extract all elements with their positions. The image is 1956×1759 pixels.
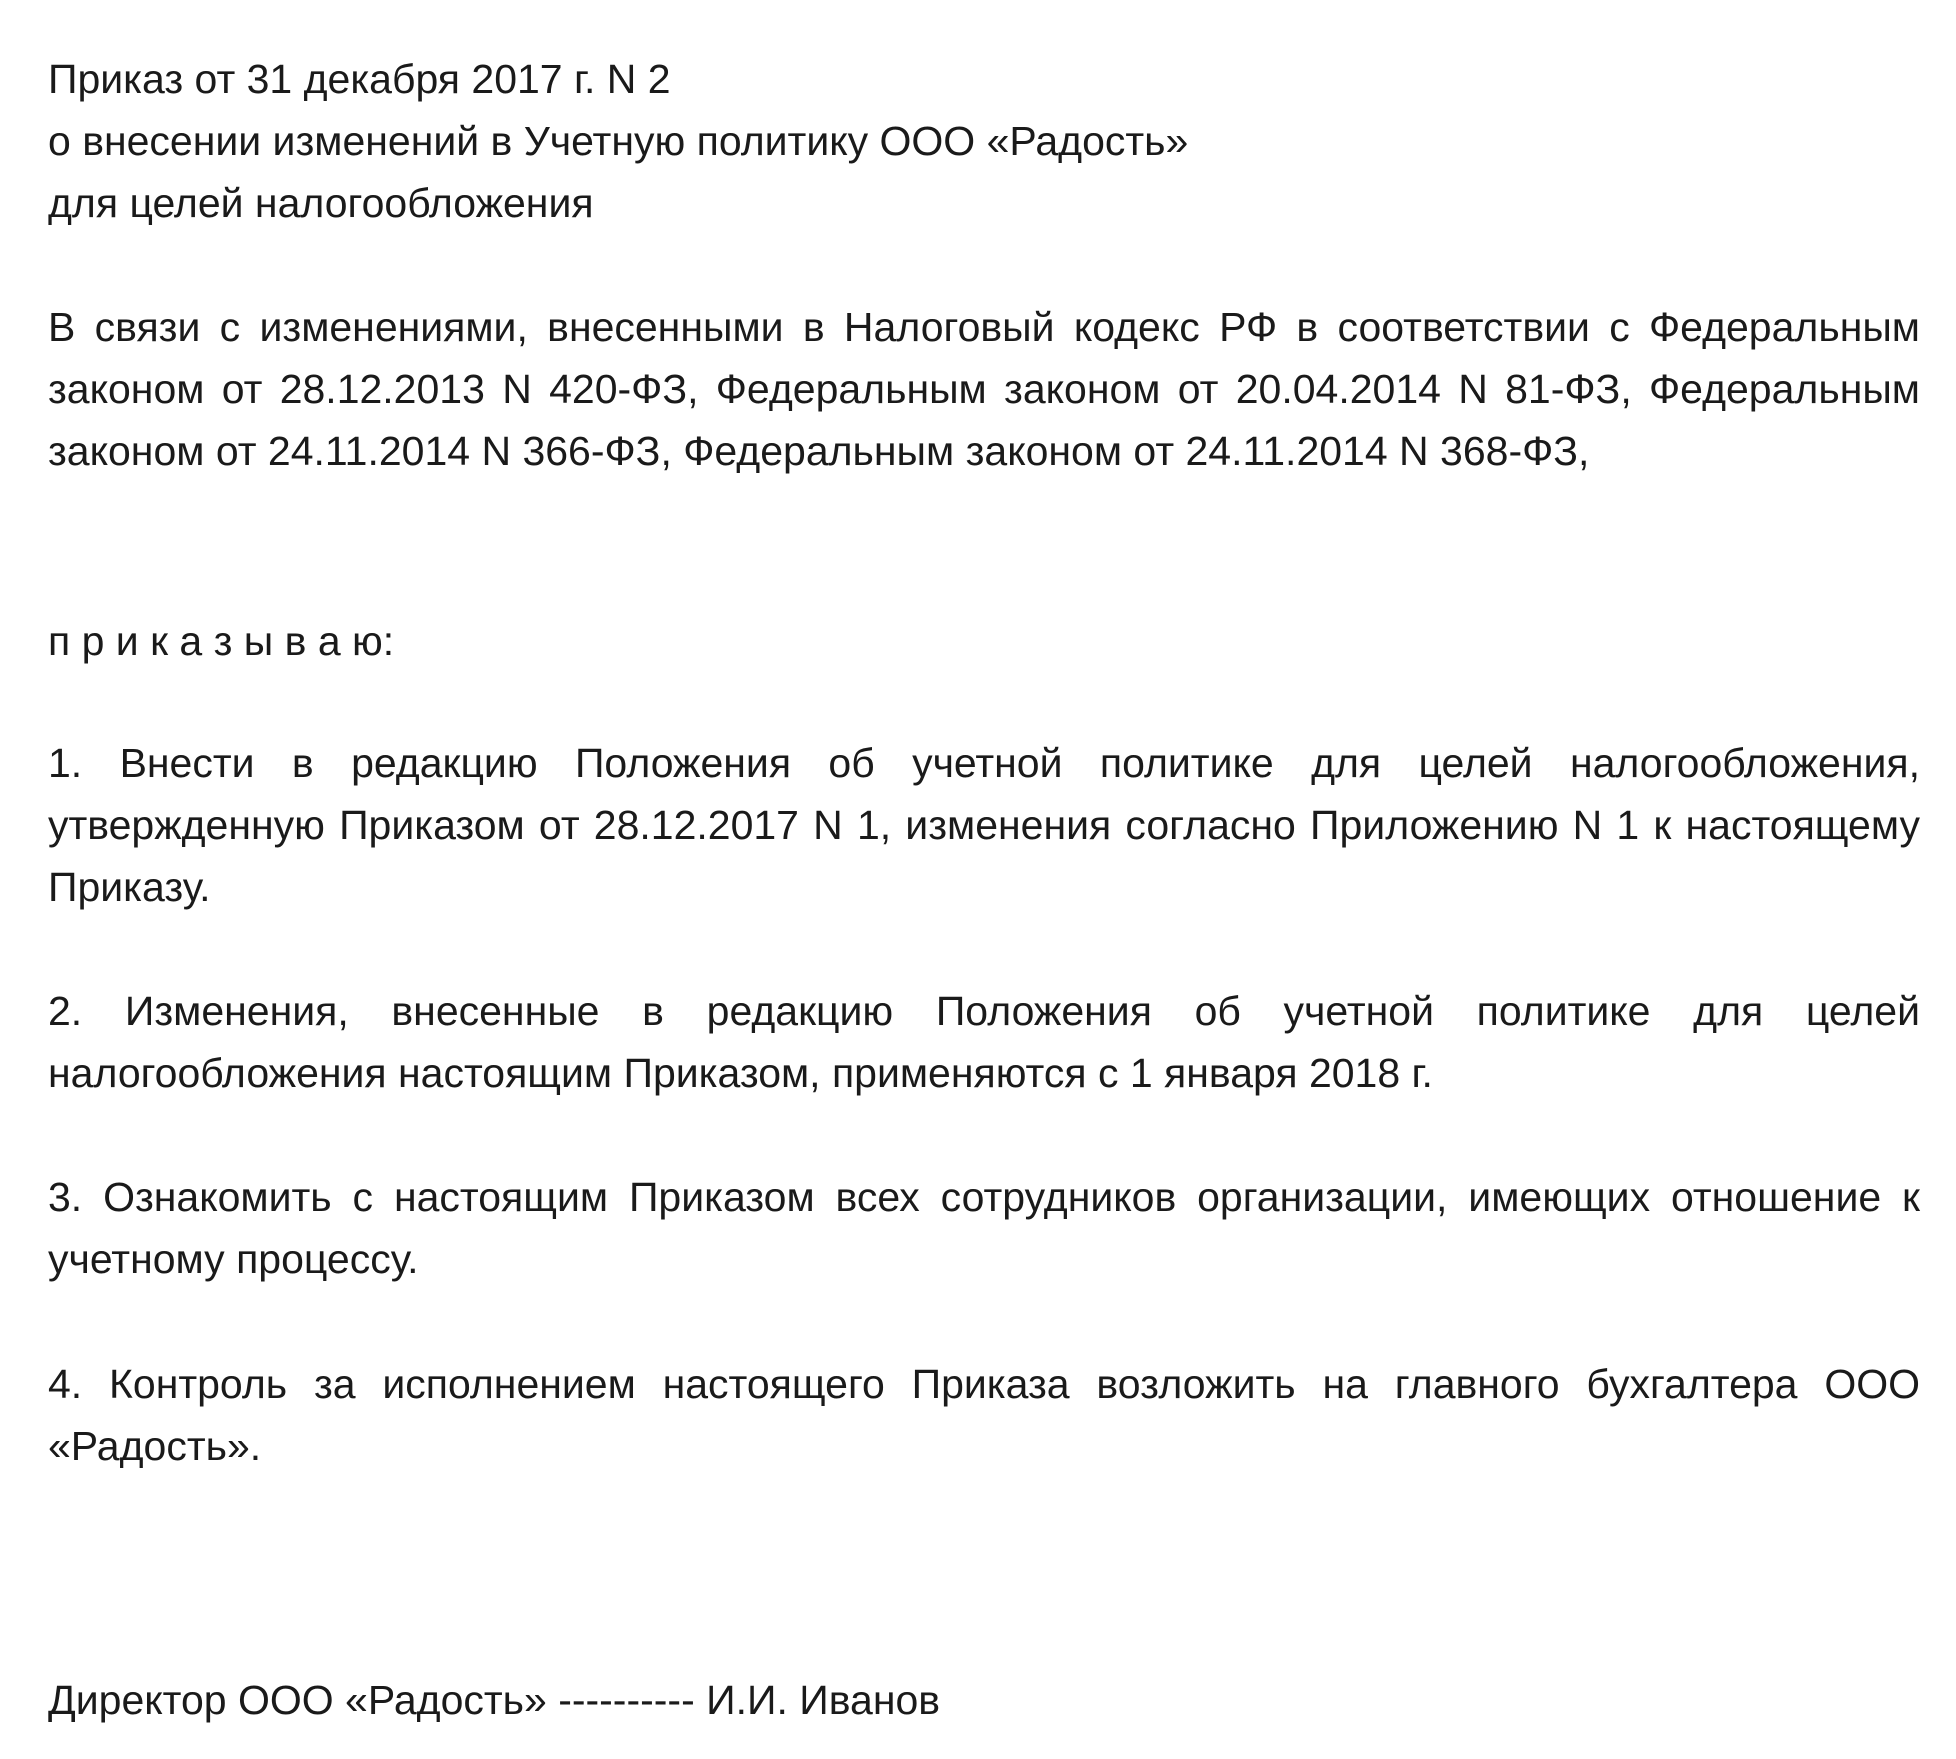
- order-word: п р и к а з ы в а ю:: [48, 618, 395, 664]
- order-item-1: 1. Внести в редакцию Положения об учетной политике для целей налогообложения, утвержденную Приказом от 28.12.2017 N 1, изменения согласно Приложению N 1 к настоящему Приказу.: [48, 740, 1920, 910]
- signature-line: Директор ООО «Радость» ---------- И.И. Иванов: [48, 1677, 941, 1723]
- order-item-4: 4. Контроль за исполнением настоящего Приказа возложить на главного бухгалтера ООО «Радость».: [48, 1361, 1920, 1469]
- order-item-2: 2. Изменения, внесенные в редакцию Положения об учетной политике для целей налогообложения настоящим Приказом, применяются с 1 января 2018 г.: [48, 988, 1920, 1096]
- preamble-paragraph: В связи с изменениями, внесенными в Налоговый кодекс РФ в соответствии с Федеральным законом от 28.12.2013 N 420-ФЗ, Федеральным законом от 20.04.2014 N 81-ФЗ, Федеральным законом от 24.11.2014 N 366-ФЗ, Федеральным законом от 24.11.2014 N 368-ФЗ,: [48, 304, 1920, 474]
- document-title: [48, 48, 1920, 234]
- title-line-order-number: Приказ от 31 декабря 2017 г. N 2: [48, 56, 671, 102]
- order-item-3: 3. Ознакомить с настоящим Приказом всех сотрудников организации, имеющих отношение к учетному процессу.: [48, 1174, 1920, 1282]
- title-line-subject: о внесении изменений в Учетную политику ООО «Радость»: [48, 118, 1189, 164]
- title-line-purpose: для целей налогообложения: [48, 180, 594, 226]
